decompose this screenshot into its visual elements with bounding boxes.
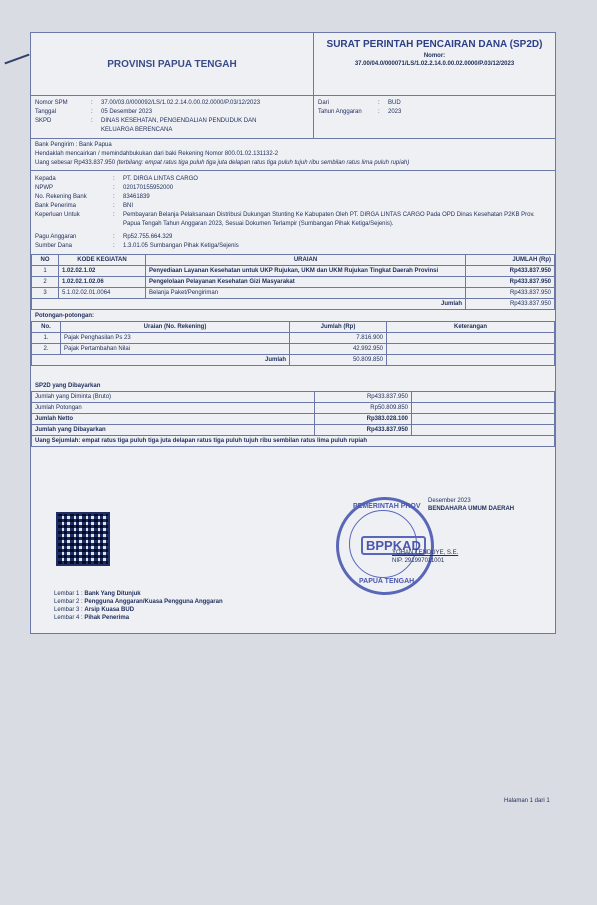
tahun-value: 2023 [388, 109, 402, 115]
qr-code [56, 512, 110, 566]
bank-penerima-value: BNI [123, 203, 134, 209]
pagu-label: Pagu Anggaran [35, 234, 77, 240]
row-kode: 5.1.02.02.01.0064 [59, 288, 146, 299]
npwp-label: NPWP [35, 185, 53, 191]
tanggal-value: 05 Desember 2023 [101, 109, 153, 115]
dari-label: Dari [318, 100, 330, 106]
row-jumlah: 7.816.900 [290, 333, 387, 344]
row-kode: 1.02.02.1.02.06 [59, 277, 146, 288]
uang-sebesar: Uang sebesar Rp433.837.950 [35, 160, 116, 166]
row-uraian: Pengelolaan Pelayanan Kesehatan Gizi Masyarakat [146, 277, 466, 288]
bank-section [31, 139, 555, 171]
list-item: Lembar 3 : Arsip Kuasa BUD [54, 607, 135, 613]
row-label: Jumlah Potongan [32, 403, 315, 414]
row-keterangan [387, 333, 555, 344]
tahun-label: Tahun Anggaran [318, 109, 362, 115]
row-label: Jumlah yang Dibayarkan [32, 425, 315, 436]
row-no: 1. [32, 333, 61, 344]
lembar-value: Bank Yang Ditunjuk [84, 591, 141, 597]
lembar-label: Lembar 1 [54, 591, 80, 597]
row-uraian: Pajak Penghasilan Ps 23 [61, 333, 290, 344]
lembar-label: Lembar 4 [54, 615, 80, 621]
dibayarkan-table [31, 391, 555, 447]
table-row [32, 425, 555, 436]
lembar-label: Lembar 2 [54, 599, 80, 605]
sign-role: BENDAHARA UMUM DAERAH [428, 506, 515, 512]
dibayarkan-title: SP2D yang Dibayarkan [35, 383, 101, 389]
meta-section: Nomor SPM : 37.00/03.0/000092/LS/1.02.2.14.0.00.02.0000/P.03/12/2023 Tanggal : 05 Desember 2023 SKPD : DINAS KESEHATAN, PENGENDALIAN PENDUDUK DAN KELUARGA BERENCANA Dari : BUD Tahun Anggaran : 2023 [31, 96, 555, 139]
table-row [32, 392, 555, 403]
table-row [32, 414, 555, 425]
page-number: Halaman 1 dari 1 [504, 798, 550, 804]
table-row [32, 333, 555, 344]
row-no: 2 [32, 277, 59, 288]
uang-sejumlah: Uang Sejumlah: empat ratus tiga puluh tiga juta delapan ratus tiga puluh tujuh ribu sembilan ratus lima puluh rupiah [32, 436, 555, 447]
table-row [32, 288, 555, 299]
empty-cell [387, 355, 555, 366]
sign-name: YOHAN TENDUYE, S.E. [392, 550, 459, 556]
sign-date: Desember 2023 [428, 498, 471, 504]
row-jumlah: Rp433.837.950 [466, 277, 555, 288]
sp2d-title: SURAT PERINTAH PENCAIRAN DANA (SP2D) [326, 39, 543, 50]
document-header [31, 33, 555, 96]
potongan-jumlah-value: 50.809.850 [290, 355, 387, 366]
nomor-label: Nomor: [423, 53, 446, 59]
sumber-label: Sumber Dana [35, 243, 73, 249]
empty-cell [412, 392, 555, 403]
nomor-value: 37.00/04.0/000071/LS/1.02.2.14.0.00.02.0000/P.03/12/2023 [354, 61, 515, 67]
table-row [32, 266, 555, 277]
row-jumlah: Rp433.837.950 [466, 288, 555, 299]
stamp-center-text: BPPKAD [361, 536, 426, 555]
row-no: 1 [32, 266, 59, 277]
lembar-list [54, 590, 223, 622]
lembar-value: Pengguna Anggaran/Kuasa Pengguna Anggaran [84, 599, 223, 605]
kepada-value: PT. DIRGA LINTAS CARGO [123, 176, 198, 182]
norek-value: 83461839 [123, 194, 150, 200]
kegiatan-jumlah-label: Jumlah [32, 299, 466, 310]
col-kode: KODE KEGIATAN [59, 255, 146, 266]
spm-value: 37.00/03.0/000092/LS/1.02.2.14.0.00.02.0000/P.03/12/2023 [101, 100, 261, 106]
row-value: Rp433.837.950 [315, 392, 412, 403]
potongan-title: Potongan-potongan: [35, 313, 94, 319]
keperluan-value: Pembayaran Belanja Pelaksanaan Distribusi Dukungan Stunting Ke Kabupaten Oleh PT. DIRGA LINTAS CARGO Pada OPD Dinas Kesehatan P2KB Prov. Papua Tengah Tahun Anggaran 2023, Sesuai Dokumen Terlampir (Sumbangan Pihak Ketiga/Sejenis). [123, 212, 535, 227]
table-row [32, 403, 555, 414]
row-keterangan [387, 344, 555, 355]
row-label: Jumlah yang Diminta (Bruto) [32, 392, 315, 403]
row-kode: 1.02.02.1.02 [59, 266, 146, 277]
row-no: 3 [32, 288, 59, 299]
col-uraian: URAIAN [146, 255, 466, 266]
recipient-section: Kepada : PT. DIRGA LINTAS CARGO NPWP : 020170155952000 No. Rekening Bank : 83461839 Bank Penerima : BNI Keperluan Untuk : Pembayaran Belanja Pelaksanaan Distribusi Dukungan Stunting Ke Kabupaten Oleh PT. DIRGA LINTAS CARGO Pada OPD Dinas Kesehatan P2KB Prov. Papua Tengah Tahun Anggaran 2023, Sesuai Dokumen Terlampir (Sumbangan Pihak Ketiga/Sejenis). Pagu Anggaran : Rp52.755.664.329 Sumber Dana : 1.3.01.05 Sumbangan Pihak Ketiga/Sejenis [31, 171, 555, 255]
dari-value: BUD [388, 100, 401, 106]
stamp-bottom-text: PAPUA TENGAH [359, 578, 415, 585]
empty-cell [412, 403, 555, 414]
col-keterangan: Keterangan [387, 322, 555, 333]
potongan-table [31, 321, 555, 366]
row-value: Rp433.837.950 [315, 425, 412, 436]
bank-pengirim: Bank Pengirim : Bank Papua [35, 142, 112, 148]
col-jumlah: JUMLAH (Rp) [466, 255, 555, 266]
empty-cell [412, 414, 555, 425]
uang-terbilang: (terbilang: empat ratus tiga puluh tiga juta delapan ratus tiga puluh tujuh ribu sembilan ratus lima puluh rupiah) [116, 160, 410, 166]
table-row [32, 277, 555, 288]
table-row [32, 344, 555, 355]
row-jumlah: 42.992.950 [290, 344, 387, 355]
tanggal-label: Tanggal [35, 109, 57, 115]
bank-penerima-label: Bank Penerima [35, 203, 77, 209]
potongan-jumlah-label: Jumlah [32, 355, 290, 366]
lembar-value: Pihak Penerima [84, 615, 130, 621]
lembar-value: Arsip Kuasa BUD [84, 607, 135, 613]
row-uraian: Belanja Paket/Pengiriman [146, 288, 466, 299]
sign-nip: NIP. 291997011001 [392, 558, 445, 564]
keperluan-label: Keperluan Untuk [35, 212, 80, 218]
col-no: NO [32, 255, 59, 266]
col-no: No. [32, 322, 61, 333]
col-uraian: Uraian (No. Rekening) [61, 322, 290, 333]
row-no: 2. [32, 344, 61, 355]
norek-label: No. Rekening Bank [35, 194, 87, 200]
skpd-value: DINAS KESEHATAN, PENGENDALIAN PENDUDUK DAN KELUARGA BERENCANA [101, 118, 257, 133]
kegiatan-table [31, 254, 555, 310]
official-stamp [336, 497, 434, 595]
kepada-label: Kepada [35, 176, 56, 182]
row-value: Rp383.028.100 [315, 414, 412, 425]
lembar-label: Lembar 3 [54, 607, 80, 613]
stamp-top-text: PEMERINTAH PROV [353, 503, 421, 510]
sumber-value: 1.3.01.05 Sumbangan Pihak Ketiga/Sejenis [123, 243, 239, 249]
empty-cell [412, 425, 555, 436]
list-item: Lembar 1 : Bank Yang Ditunjuk [54, 591, 141, 597]
row-jumlah: Rp433.837.950 [466, 266, 555, 277]
row-label: Jumlah Netto [32, 414, 315, 425]
pagu-value: Rp52.755.664.329 [123, 234, 173, 240]
col-jumlah: Jumlah (Rp) [290, 322, 387, 333]
pen-mark-topleft [4, 54, 29, 65]
bank-hendaklah: Hendaklah mencairkan / memindahbukukan dari baki Rekening Nomor 800.01.02.131132-2 [35, 151, 279, 157]
row-value: Rp50.809.850 [315, 403, 412, 414]
skpd-label: SKPD [35, 118, 52, 124]
list-item: Lembar 2 : Pengguna Anggaran/Kuasa Pengguna Anggaran [54, 599, 223, 605]
row-uraian: Pajak Pertambahan Nilai [61, 344, 290, 355]
list-item: Lembar 4 : Pihak Penerima [54, 615, 130, 621]
kegiatan-jumlah-value: Rp433.837.950 [466, 299, 555, 310]
npwp-value: 020170155952000 [123, 185, 174, 191]
sp2d-title-block [314, 33, 555, 96]
province-title: PROVINSI PAPUA TENGAH [31, 33, 314, 96]
spm-label: Nomor SPM [35, 100, 68, 106]
row-uraian: Penyediaan Layanan Kesehatan untuk UKP Rujukan, UKM dan UKM Rujukan Tingkat Daerah Provinsi [146, 266, 466, 277]
